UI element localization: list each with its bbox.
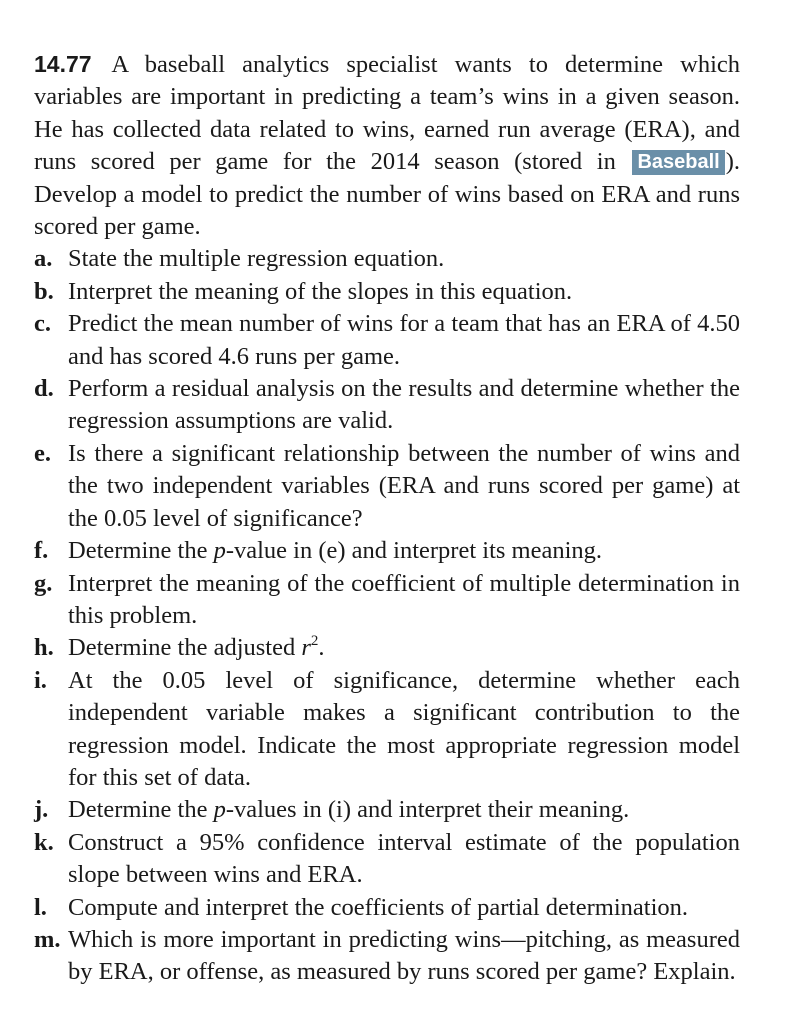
question-text-post: -value in (e) and interpret its meaning. [225,537,603,565]
question-text-post: -values in (i) and interpret their meaning. [225,796,630,824]
question-label: c. [34,310,51,338]
question-text: Perform a residual analysis on the results and determine whether the regression assumptions are valid. [68,375,740,435]
question-text [68,535,740,567]
question-label: g. [34,569,53,597]
question-a [34,243,740,275]
question-b [34,276,740,308]
question-label: f. [34,537,49,565]
question-f [34,535,740,567]
question-c [34,308,740,373]
question-label: b. [34,277,54,305]
question-i [34,665,740,795]
question-label: a. [34,245,53,273]
question-label: k. [34,828,54,856]
question-text: Compute and interpret the coefficients of partial determination. [68,893,689,921]
question-m [34,924,740,989]
question-text: Construct a 95% confidence interval estimate of the population slope between wins and ERA. [68,828,740,889]
question-j [34,794,740,826]
question-text: Is there a significant relationship between the number of wins and the two independent variables (ERA and runs scored per game) at the 0.05 level of significance? [68,439,740,532]
question-label: h. [34,634,54,662]
question-k [34,827,740,892]
question-label: d. [34,375,54,403]
question-label: l. [34,893,47,921]
intro-text-1: A baseball analytics specialist wants to determine which variables are important in predicting a team’s wins in a given season. He has collected data related to wins, earned run average (ERA), and runs scored per game for the 2014 season (stored in [34,51,740,176]
question-text-pre: Determine the [68,537,208,565]
question-text: Interpret the meaning of the coefficient of multiple determination in this problem. [68,569,740,629]
p-symbol: p [213,796,226,824]
question-list [34,243,740,988]
question-text-pre: Determine the adjusted [68,634,296,662]
question-text: Predict the mean number of wins for a team that has an ERA of 4.50 and has scored 4.6 runs per game. [68,310,740,370]
problem-intro [34,48,740,243]
question-h [34,632,740,664]
question-text-pre: Determine the [68,796,208,824]
r-symbol: r [301,634,311,662]
squared-exponent: 2 [310,633,319,650]
question-label: e. [34,439,51,467]
dataset-tag[interactable]: Baseball [632,150,724,175]
exercise-block [34,48,740,989]
question-text-post: . [318,634,325,662]
question-text [68,632,740,664]
question-g [34,568,740,633]
question-e [34,438,740,535]
p-symbol: p [213,537,226,565]
question-text: Which is more important in predicting wins—pitching, as measured by ERA, or offense, as measured by runs scored per game? Explain. [68,925,740,986]
question-text [68,794,740,826]
problem-number: 14.77 [34,51,92,77]
question-text: State the multiple regression equation. [68,245,445,273]
intro-text-2: ). Develop a model to predict the number of wins based on ERA and runs scored per game. [34,148,740,241]
question-label: i. [34,666,47,694]
question-label: j. [34,796,49,824]
question-text: At the 0.05 level of significance, determine whether each independent variable makes a significant contribution to the regression model. Indicate the most appropriate regression model for this set of data. [68,666,740,791]
question-l [34,892,740,924]
question-label: m. [34,925,61,953]
question-d [34,373,740,438]
question-text: Interpret the meaning of the slopes in this equation. [68,277,573,305]
